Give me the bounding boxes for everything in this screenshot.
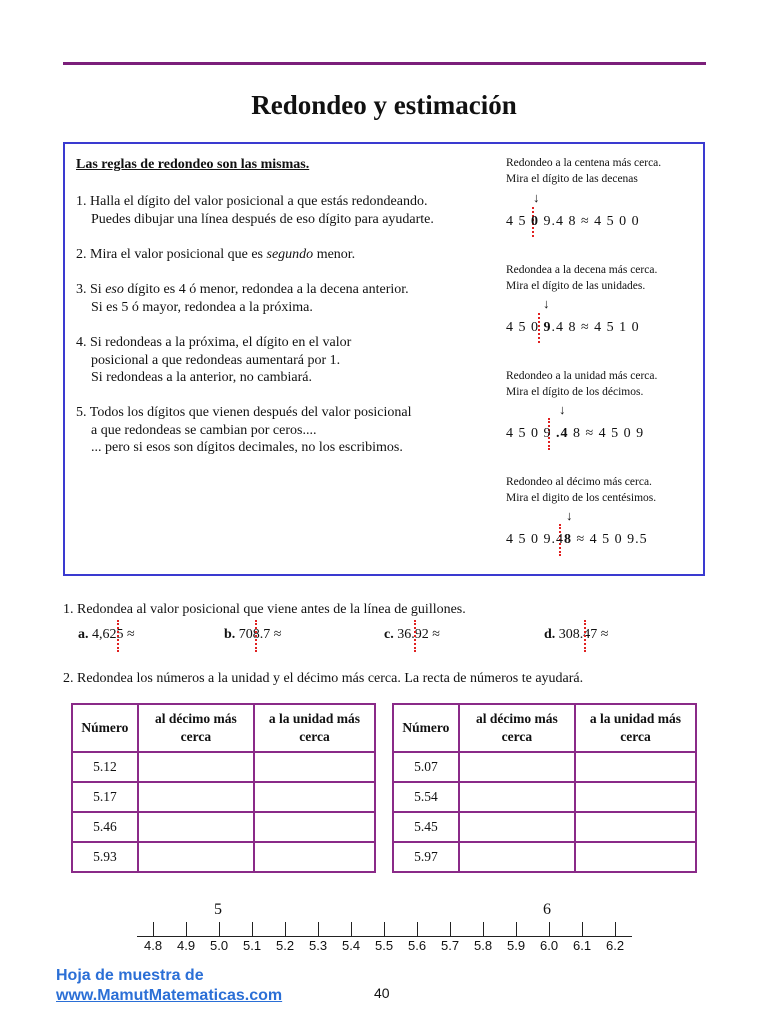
answer-cell[interactable] [459, 842, 575, 872]
example-2-text [506, 262, 657, 294]
answer-cell[interactable] [575, 812, 696, 842]
dotted-guide-line [255, 620, 257, 652]
rule-4-line-b: posicional a que redondeas aumentará por 1. [91, 352, 341, 368]
example-4-text [506, 474, 656, 506]
dotted-guide-line [414, 620, 416, 652]
example-3-number: 4 5 0 9 .4 8 ≈ 4 5 0 9 [506, 426, 645, 441]
answer-cell[interactable] [138, 752, 254, 782]
problem-c: c. 36.92 ≈ [384, 627, 440, 642]
rule-3-a2: dígito es 4 ó menor, redondea a la decena anterior. [123, 282, 409, 297]
rule-1-line-a: 1. Halla el dígito del valor posicional a que estás redondeando. [76, 194, 428, 209]
number-line-tick-label: 4.9 [177, 938, 196, 953]
table-row [72, 752, 375, 782]
down-arrow-icon: ↓ [543, 296, 550, 311]
table-row [393, 752, 696, 782]
rule-4 [76, 334, 351, 387]
number-line-tick [285, 922, 286, 936]
answer-cell[interactable] [459, 752, 575, 782]
number-line-tick [384, 922, 385, 936]
answer-cell[interactable] [575, 782, 696, 812]
question-2: 2. Redondea los números a la unidad y el décimo más cerca. La recta de números te ayudará. [63, 671, 584, 686]
rule-4-line-c: Si redondeas a la anterior, no cambiará. [91, 370, 313, 385]
example-4-line1: Redondeo al décimo más cerca. [506, 476, 652, 488]
rule-3-emphasis: eso [105, 282, 124, 297]
number-line-tick-label: 5.1 [243, 938, 262, 953]
number-line-tick [318, 922, 319, 936]
answer-cell[interactable] [138, 782, 254, 812]
example-4-line2: Mira el digito de los centésimos. [506, 492, 657, 504]
number-line-tick [351, 922, 352, 936]
example-2-line2: Mira el dígito de las unidades. [506, 280, 646, 292]
number-cell: 5.17 [72, 782, 138, 812]
page-title: Redondeo y estimación [251, 90, 517, 120]
number-line-tick-label: 4.8 [144, 938, 163, 953]
footer-link[interactable]: www.MamutMatematicas.com [56, 987, 283, 1004]
example-2-number: 4 5 0 9.4 8 ≈ 4 5 1 0 [506, 320, 640, 335]
table-row [72, 812, 375, 842]
rule-1 [76, 193, 434, 228]
problem-b: b. 708.7 ≈ [224, 627, 282, 642]
header-numero: Número [72, 704, 138, 752]
page-number: 40 [374, 985, 390, 1001]
number-line-tick-label: 6.2 [606, 938, 625, 953]
answer-cell[interactable] [254, 782, 375, 812]
number-line-tick-label: 5.7 [441, 938, 460, 953]
example-1-line2: Mira el dígito de las decenas [506, 173, 638, 185]
rule-3-a1: 3. Si [76, 282, 106, 297]
rule-5-line-c: ... pero si esos son dígitos decimales, no los escribimos. [91, 440, 403, 455]
question-1: 1. Redondea al valor posicional que viene antes de la línea de guillones. [63, 602, 466, 617]
example-3-line2: Mira el dígito de los décimos. [506, 386, 644, 398]
number-line-label-5: 5 [214, 901, 222, 918]
footer-credit [56, 966, 282, 1006]
number-line-tick [219, 922, 220, 936]
example-3-text [506, 368, 657, 400]
number-line-tick-label: 5.0 [210, 938, 229, 953]
answer-cell[interactable] [138, 812, 254, 842]
answer-cell[interactable] [254, 842, 375, 872]
top-rule [63, 62, 706, 65]
rule-3-line-a [76, 281, 409, 299]
header-unidad: a la unidad más cerca [575, 704, 696, 752]
example-1-line1: Redondeo a la centena más cerca. [506, 157, 662, 169]
problem-d: d. 308.47 ≈ [544, 627, 609, 642]
number-line-tick [450, 922, 451, 936]
table-row [393, 812, 696, 842]
down-arrow-icon: ↓ [559, 402, 566, 417]
example-1-number: 4 5 0 9.4 8 ≈ 4 5 0 0 [506, 214, 640, 229]
answer-cell[interactable] [575, 752, 696, 782]
number-line-tick-label: 5.8 [474, 938, 493, 953]
number-line-tick [582, 922, 583, 936]
number-line-axis [137, 936, 632, 937]
down-arrow-icon: ↓ [566, 508, 573, 523]
header-decimo: al décimo más cerca [459, 704, 575, 752]
answer-cell[interactable] [138, 842, 254, 872]
rule-2 [76, 246, 355, 264]
number-line-tick [153, 922, 154, 936]
answer-cell[interactable] [254, 752, 375, 782]
number-cell: 5.07 [393, 752, 459, 782]
rule-4-line-a: 4. Si redondeas a la próxima, el dígito en el valor [76, 335, 352, 350]
number-line-tick [516, 922, 517, 936]
header-unidad: a la unidad más cerca [254, 704, 375, 752]
rule-2-a: 2. Mira el valor posicional que es [76, 247, 267, 262]
number-line-tick [252, 922, 253, 936]
rule-2-b: menor. [313, 247, 356, 262]
rule-5-line-a: 5. Todos los dígitos que vienen después del valor posicional [76, 405, 412, 420]
table-row [72, 842, 375, 872]
header-decimo: al décimo más cerca [138, 704, 254, 752]
number-cell: 5.54 [393, 782, 459, 812]
number-line-tick-label: 5.9 [507, 938, 526, 953]
rule-3 [76, 281, 409, 316]
number-line-tick-label: 5.4 [342, 938, 361, 953]
number-cell: 5.45 [393, 812, 459, 842]
example-2-line1: Redondea a la decena más cerca. [506, 264, 658, 276]
number-line-tick-label: 6.0 [540, 938, 559, 953]
number-line-tick [483, 922, 484, 936]
rules-heading: Las reglas de redondeo son las mismas. [76, 157, 310, 172]
table-row [72, 782, 375, 812]
rule-3-line-b: Si es 5 ó mayor, redondea a la próxima. [91, 299, 313, 315]
footer-line1: Hoja de muestra de [56, 967, 204, 984]
rule-2-emphasis: segundo [266, 247, 314, 262]
answer-cell[interactable] [254, 812, 375, 842]
number-line-tick-label: 6.1 [573, 938, 592, 953]
down-arrow-icon: ↓ [533, 190, 540, 205]
answer-cell[interactable] [575, 842, 696, 872]
number-line-tick-label: 5.2 [276, 938, 295, 953]
dotted-guide-line [584, 620, 586, 652]
rule-5-line-b: a que redondeas se cambian por ceros.... [91, 422, 317, 438]
number-cell: 5.46 [72, 812, 138, 842]
problem-a: a. 4,625 ≈ [78, 627, 135, 642]
answer-cell[interactable] [459, 782, 575, 812]
number-line-tick-label: 5.3 [309, 938, 328, 953]
number-cell: 5.97 [393, 842, 459, 872]
dotted-guide-line [117, 620, 119, 652]
number-line-tick-label: 5.6 [408, 938, 427, 953]
number-cell: 5.93 [72, 842, 138, 872]
example-3-line1: Redondeo a la unidad más cerca. [506, 370, 658, 382]
number-cell: 5.12 [72, 752, 138, 782]
answer-cell[interactable] [459, 812, 575, 842]
table-row [393, 782, 696, 812]
number-line-tick [417, 922, 418, 936]
example-1-text [506, 155, 661, 187]
rule-1-line-b: Puedes dibujar una línea después de eso dígito para ayudarte. [91, 211, 434, 227]
number-line-tick [615, 922, 616, 936]
header-numero: Número [393, 704, 459, 752]
table-row [393, 842, 696, 872]
example-4-number: 4 5 0 9.48 ≈ 4 5 0 9.5 [506, 532, 648, 547]
number-line-tick [186, 922, 187, 936]
rounding-table-left [71, 703, 376, 873]
number-line-tick-label: 5.5 [375, 938, 394, 953]
number-line-label-6: 6 [543, 901, 551, 918]
rule-5 [76, 404, 412, 457]
rounding-table-right [392, 703, 697, 873]
number-line-tick [549, 922, 550, 936]
